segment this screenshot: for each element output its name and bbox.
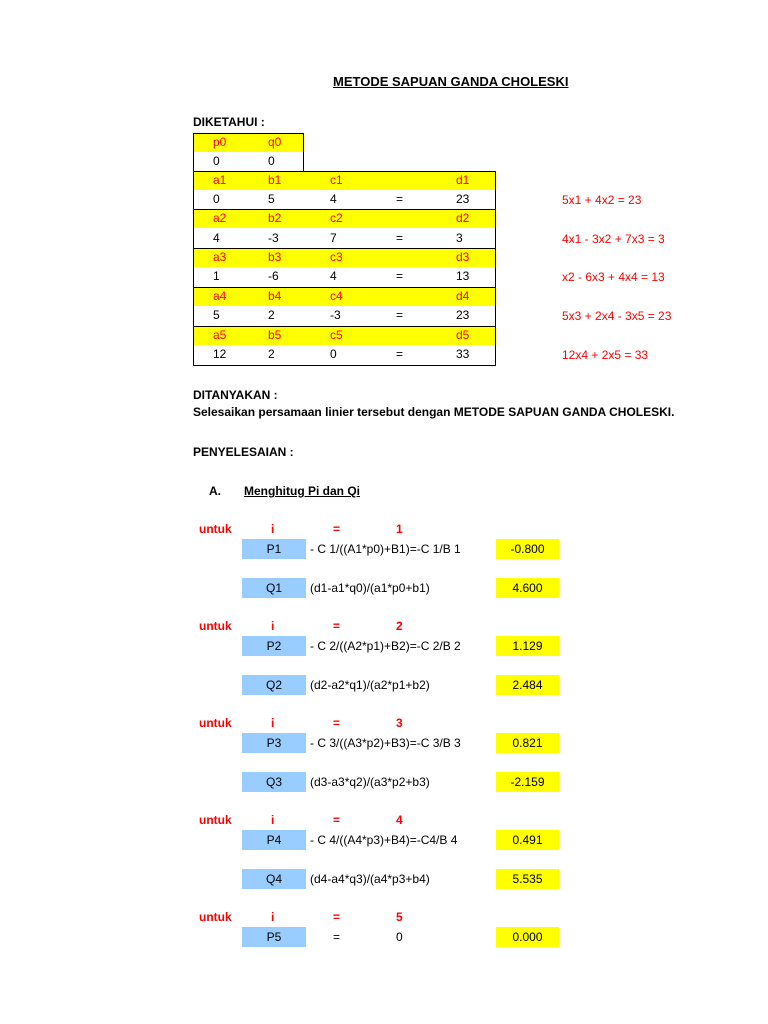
row3-value-b: -6	[268, 269, 279, 283]
p-label: P4	[242, 830, 306, 850]
table-border	[193, 326, 496, 327]
q-label: Q3	[242, 772, 306, 792]
p-value: 1.129	[496, 636, 559, 656]
p-formula: - C 3/((A3*p2)+B3)=-C 3/B 3	[310, 736, 461, 750]
q-value: 2.484	[496, 675, 559, 695]
section-title: Menghitug Pi dan Qi	[244, 484, 360, 498]
penyelesaian-label: PENYELESAIAN :	[193, 445, 294, 459]
step-untuk: untuk	[199, 619, 232, 633]
p-label: P5	[242, 927, 306, 947]
p-value: 0.000	[496, 927, 559, 947]
row3-equals: =	[396, 269, 404, 283]
ditanyakan-label: DITANYAKAN :	[193, 388, 278, 402]
step-equals: =	[333, 813, 341, 827]
q-label: Q1	[242, 578, 306, 598]
row2-value-c: 7	[330, 231, 337, 245]
q-value: 5.535	[496, 869, 559, 889]
row3-value-a: 1	[213, 269, 220, 283]
row4-header-b: b4	[268, 289, 282, 303]
table-border	[193, 248, 496, 249]
row3-header-d: d3	[456, 250, 470, 264]
p-value: 0.491	[496, 830, 559, 850]
step-untuk: untuk	[199, 910, 232, 924]
step-untuk: untuk	[199, 716, 232, 730]
row3-header-a: a3	[213, 250, 227, 264]
row1-value-c: 4	[330, 192, 337, 206]
table-border	[495, 171, 496, 366]
row5-value-b: 2	[268, 347, 275, 361]
q-label: Q4	[242, 869, 306, 889]
p-formula: - C 1/((A1*p0)+B1)=-C 1/B 1	[310, 542, 461, 556]
row5-header-b: b5	[268, 328, 282, 342]
q-value: 4.600	[496, 578, 559, 598]
step-number: 3	[396, 716, 403, 730]
row5-header-c: c5	[330, 328, 343, 342]
row4-value-b: 2	[268, 308, 275, 322]
table-border	[193, 133, 194, 365]
row2-header-a: a2	[213, 211, 227, 225]
section-letter: A.	[209, 484, 221, 498]
page-title: METODE SAPUAN GANDA CHOLESKI	[333, 74, 569, 89]
row2-value-a: 4	[213, 231, 220, 245]
row4-header-c: c4	[330, 289, 343, 303]
table-border	[193, 171, 496, 172]
p-formula: - C 2/((A2*p1)+B2)=-C 2/B 2	[310, 639, 461, 653]
p-value: 0.821	[496, 733, 559, 753]
p-zero: 0	[396, 930, 403, 944]
table-border	[193, 133, 304, 134]
p-label: P2	[242, 636, 306, 656]
table-border	[193, 209, 496, 210]
row4-value-a: 5	[213, 308, 220, 322]
ditanyakan-text: Selesaikan persamaan linier tersebut dengan METODE SAPUAN GANDA CHOLESKI.	[193, 405, 675, 419]
step-i: i	[271, 522, 275, 536]
row1-value-a: 0	[213, 192, 220, 206]
step-equals: =	[333, 522, 341, 536]
row5-value-c: 0	[330, 347, 337, 361]
row1-value-d: 23	[456, 192, 470, 206]
init-value-q0: 0	[268, 154, 275, 168]
table-border	[193, 365, 496, 366]
step-untuk: untuk	[199, 522, 232, 536]
q-formula: (d1-a1*q0)/(a1*p0+b1)	[310, 581, 430, 595]
table-border	[193, 287, 496, 288]
row5-value-d: 33	[456, 347, 470, 361]
step-i: i	[271, 910, 275, 924]
step-number: 4	[396, 813, 403, 827]
row5-header-d: d5	[456, 328, 470, 342]
row4-value-c: -3	[330, 308, 341, 322]
q-value: -2.159	[496, 772, 559, 792]
row3-value-c: 4	[330, 269, 337, 283]
p-equals: =	[333, 930, 341, 944]
row4-value-d: 23	[456, 308, 470, 322]
init-header-q0: q0	[268, 135, 282, 149]
row5-header-a: a5	[213, 328, 227, 342]
row5-equals: =	[396, 347, 404, 361]
row5-equation: 12x4 + 2x5 = 33	[562, 348, 649, 362]
diketahui-label: DIKETAHUI :	[193, 115, 265, 129]
init-header-p0: p0	[213, 135, 227, 149]
p-formula: - C 4/((A4*p3)+B4)=-C4/B 4	[310, 833, 458, 847]
row5-value-a: 12	[213, 347, 227, 361]
row3-header-c: c3	[330, 250, 343, 264]
step-i: i	[271, 716, 275, 730]
step-number: 2	[396, 619, 403, 633]
row3-header-b: b3	[268, 250, 282, 264]
row1-header-d: d1	[456, 173, 470, 187]
p-value: -0.800	[496, 539, 559, 559]
row1-header-c: c1	[330, 173, 343, 187]
row1-value-b: 5	[268, 192, 275, 206]
q-formula: (d4-a4*q3)/(a4*p3+b4)	[310, 872, 430, 886]
step-i: i	[271, 619, 275, 633]
row4-header-a: a4	[213, 289, 227, 303]
row2-equals: =	[396, 231, 404, 245]
row1-header-b: b1	[268, 173, 282, 187]
step-untuk: untuk	[199, 813, 232, 827]
step-equals: =	[333, 910, 341, 924]
row3-equation: x2 - 6x3 + 4x4 = 13	[562, 270, 665, 284]
q-formula: (d3-a3*q2)/(a3*p2+b3)	[310, 775, 430, 789]
row4-header-d: d4	[456, 289, 470, 303]
row4-equation: 5x3 + 2x4 - 3x5 = 23	[562, 309, 672, 323]
row2-value-d: 3	[456, 231, 463, 245]
row1-equals: =	[396, 192, 404, 206]
init-value-p0: 0	[213, 154, 220, 168]
step-equals: =	[333, 716, 341, 730]
row1-header-a: a1	[213, 173, 227, 187]
step-number: 1	[396, 522, 403, 536]
step-number: 5	[396, 910, 403, 924]
row3-value-d: 13	[456, 269, 470, 283]
row2-value-b: -3	[268, 231, 279, 245]
row2-header-d: d2	[456, 211, 470, 225]
p-label: P1	[242, 539, 306, 559]
row1-equation: 5x1 + 4x2 = 23	[562, 193, 642, 207]
table-border	[303, 133, 304, 171]
row4-equals: =	[396, 308, 404, 322]
q-label: Q2	[242, 675, 306, 695]
row2-header-b: b2	[268, 211, 282, 225]
row2-equation: 4x1 - 3x2 + 7x3 = 3	[562, 232, 665, 246]
q-formula: (d2-a2*q1)/(a2*p1+b2)	[310, 678, 430, 692]
step-equals: =	[333, 619, 341, 633]
p-label: P3	[242, 733, 306, 753]
step-i: i	[271, 813, 275, 827]
row2-header-c: c2	[330, 211, 343, 225]
